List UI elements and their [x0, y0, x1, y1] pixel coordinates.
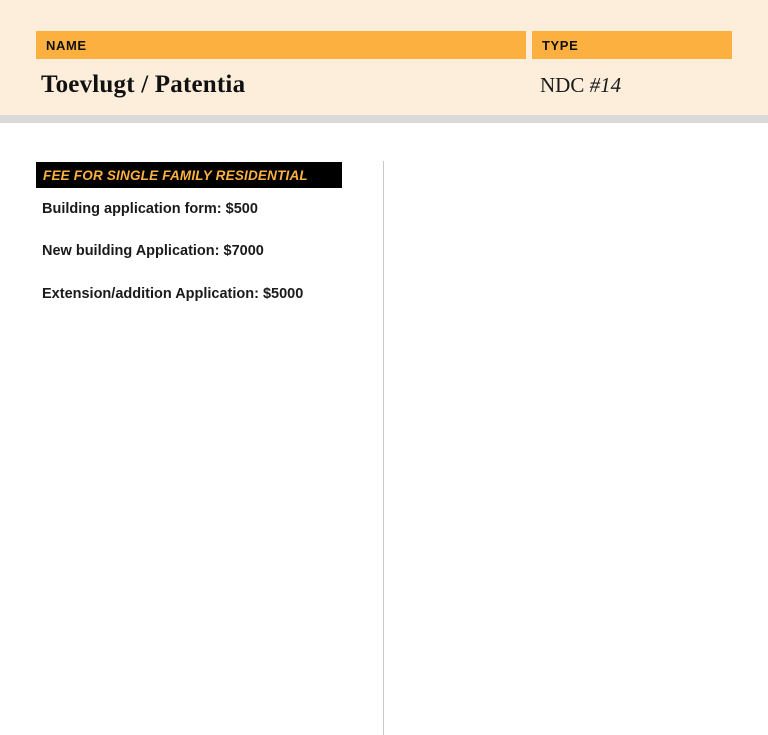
fee-list	[42, 201, 372, 328]
type-label: TYPE	[542, 37, 579, 53]
type-value-number: #14	[589, 73, 622, 97]
content-area	[0, 123, 768, 692]
type-label-bar	[532, 31, 732, 59]
fee-section-title-bar	[36, 162, 342, 188]
column-divider	[383, 161, 384, 735]
name-label: NAME	[46, 37, 87, 53]
name-value: Toevlugt / Patentia	[41, 71, 246, 98]
header-divider	[0, 115, 768, 123]
list-item: Extension/addition Application: $5000	[42, 285, 304, 302]
type-value-prefix: NDC	[540, 73, 590, 97]
name-label-bar	[36, 31, 526, 59]
header-band	[0, 0, 768, 115]
type-value	[540, 73, 621, 98]
list-item: Building application form: $500	[42, 201, 258, 217]
fee-section-title: FEE FOR SINGLE FAMILY RESIDENTIAL	[43, 167, 308, 183]
list-item: New building Application: $7000	[42, 243, 264, 260]
